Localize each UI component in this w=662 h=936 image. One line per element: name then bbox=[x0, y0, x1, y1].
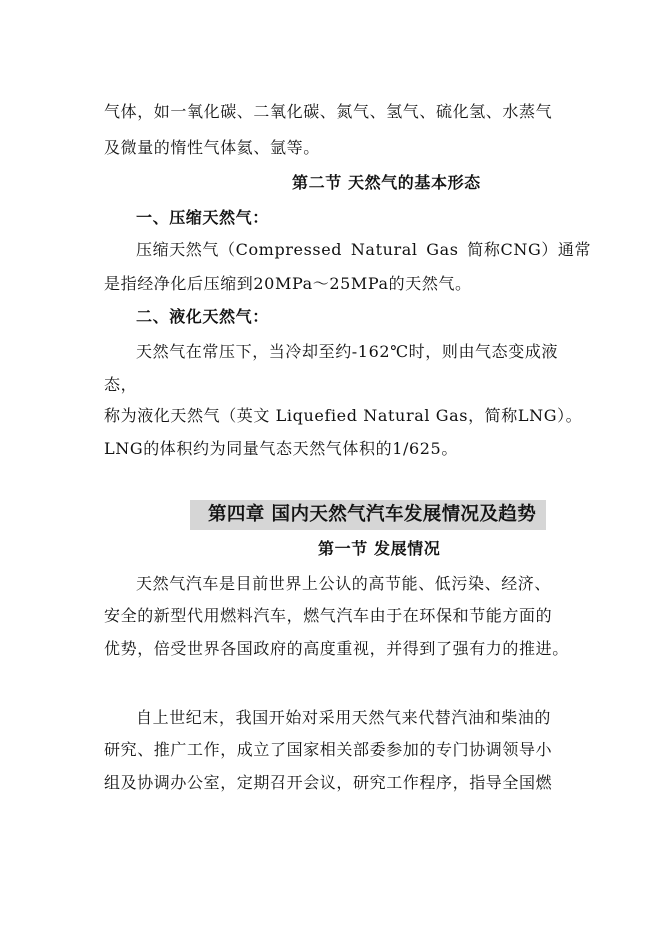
cng-line-1: 压缩天然气（Compressed Natural Gas 简称CNG）通常 bbox=[136, 240, 592, 259]
chapter-4-title: 第四章 国内天然气汽车发展情况及趋势 bbox=[190, 500, 546, 530]
section-2-title: 第二节 天然气的基本形态 bbox=[292, 173, 481, 192]
lng-line-3: 称为液化天然气（英文 Liquefied Natural Gas，简称LNG）。 bbox=[104, 406, 583, 425]
lng-line-4: LNG的体积约为同量气态天然气体积的1/625。 bbox=[104, 439, 458, 458]
para1-line-2: 安全的新型代用燃料汽车，燃气汽车由于在环保和节能方面的 bbox=[104, 606, 553, 625]
para2-line-2: 研究、推广工作，成立了国家相关部委参加的专门协调领导小 bbox=[104, 740, 553, 759]
cng-heading: 一、压缩天然气： bbox=[136, 208, 269, 227]
cng-line-2: 是指经净化后压缩到20MPa～25MPa的天然气。 bbox=[104, 274, 472, 293]
para1-line-3: 优势，倍受世界各国政府的高度重视，并得到了强有力的推进。 bbox=[104, 639, 569, 658]
para2-line-1: 自上世纪末，我国开始对采用天然气来代替汽油和柴油的 bbox=[136, 708, 552, 727]
lng-heading: 二、液化天然气： bbox=[136, 307, 269, 326]
section-1-title: 第一节 发展情况 bbox=[318, 539, 441, 558]
lng-line-1: 天然气在常压下，当冷却至约-162℃时，则由气态变成液 bbox=[136, 342, 559, 361]
para2-line-3: 组及协调办公室，定期召开会议，研究工作程序，指导全国燃 bbox=[104, 773, 553, 792]
intro-line-1: 气体，如一氧化碳、二氧化碳、氮气、氢气、硫化氢、水蒸气 bbox=[104, 102, 553, 121]
lng-line-2: 态， bbox=[104, 375, 138, 394]
para1-line-1: 天然气汽车是目前世界上公认的高节能、低污染、经济、 bbox=[136, 574, 552, 593]
intro-line-2: 及微量的惰性气体氦、氩等。 bbox=[104, 138, 320, 157]
